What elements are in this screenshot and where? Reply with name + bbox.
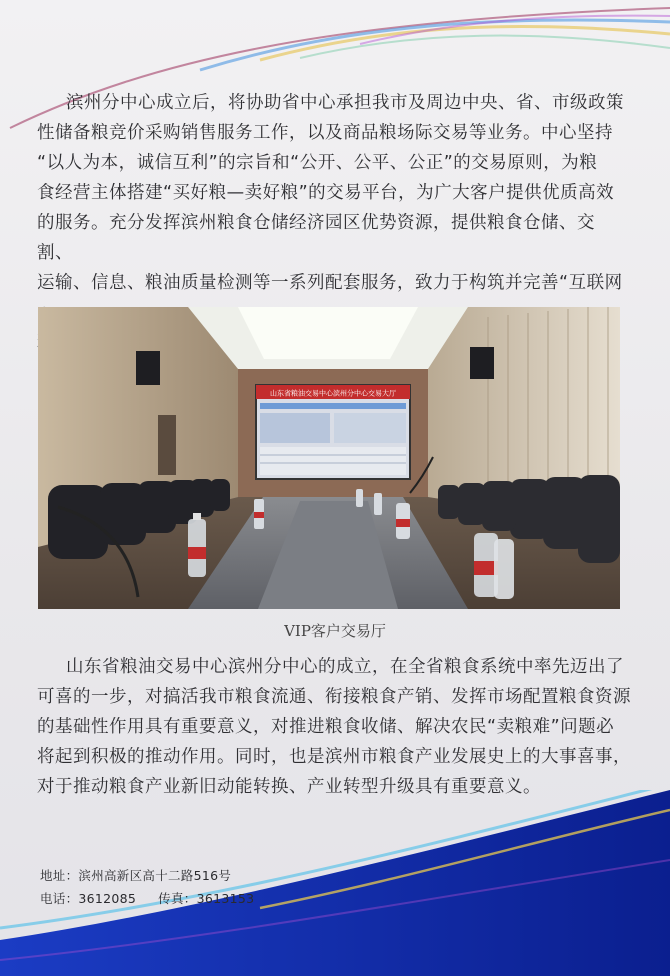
screen-banner-text: 山东省粮油交易中心滨州分中心交易大厅 xyxy=(270,389,396,398)
intro-line: 运输、信息、粮油质量检测等一系列配套服务，致力于构筑并完善“互联网 xyxy=(37,273,623,293)
body-line: 对于推动粮食产业新旧动能转换、产业转型升级具有重要意义。 xyxy=(37,777,541,797)
trading-hall-photo xyxy=(38,307,620,609)
intro-line: 食经营主体搭建“买好粮—卖好粮”的交易平台，为广大客户提供优质高效 xyxy=(37,183,615,203)
contact-phone: 电话：3612085 xyxy=(40,891,137,906)
body-line: 可喜的一步，对搞活我市粮食流通、衔接粮食产销、发挥市场配置粮食资源 xyxy=(37,687,631,707)
body-line: 的基础性作用具有重要意义，对推进粮食收储、解决农民“卖粮难”问题必 xyxy=(37,717,615,737)
intro-line: 滨州分中心成立后，将协助省中心承担我市及周边中央、省、市级政策 xyxy=(66,93,624,113)
contact-address: 地址：滨州高新区高十二路516号 xyxy=(40,868,232,883)
intro-line: “以人为本，诚信互利”的宗旨和“公开、公平、公正”的交易原则，为粮 xyxy=(37,153,598,173)
body-line: 山东省粮油交易中心滨州分中心的成立，在全省粮食系统中率先迈出了 xyxy=(66,657,624,677)
contact-phone-fax xyxy=(40,889,254,907)
intro-line: 的服务。充分发挥滨州粮食仓储经济园区优势资源，提供粮食仓储、交割、 xyxy=(37,213,595,263)
body-paragraph xyxy=(37,652,634,802)
intro-line: 性储备粮竞价采购销售服务工作，以及商品粮场际交易等业务。中心坚持 xyxy=(37,123,613,143)
photo-caption: VIP客户交易厅 xyxy=(284,622,386,640)
body-line: 将起到积极的推动作用。同时，也是滨州市粮食产业发展史上的大事喜事， xyxy=(37,747,631,767)
contact-fax: 传真：3613153 xyxy=(158,891,255,906)
